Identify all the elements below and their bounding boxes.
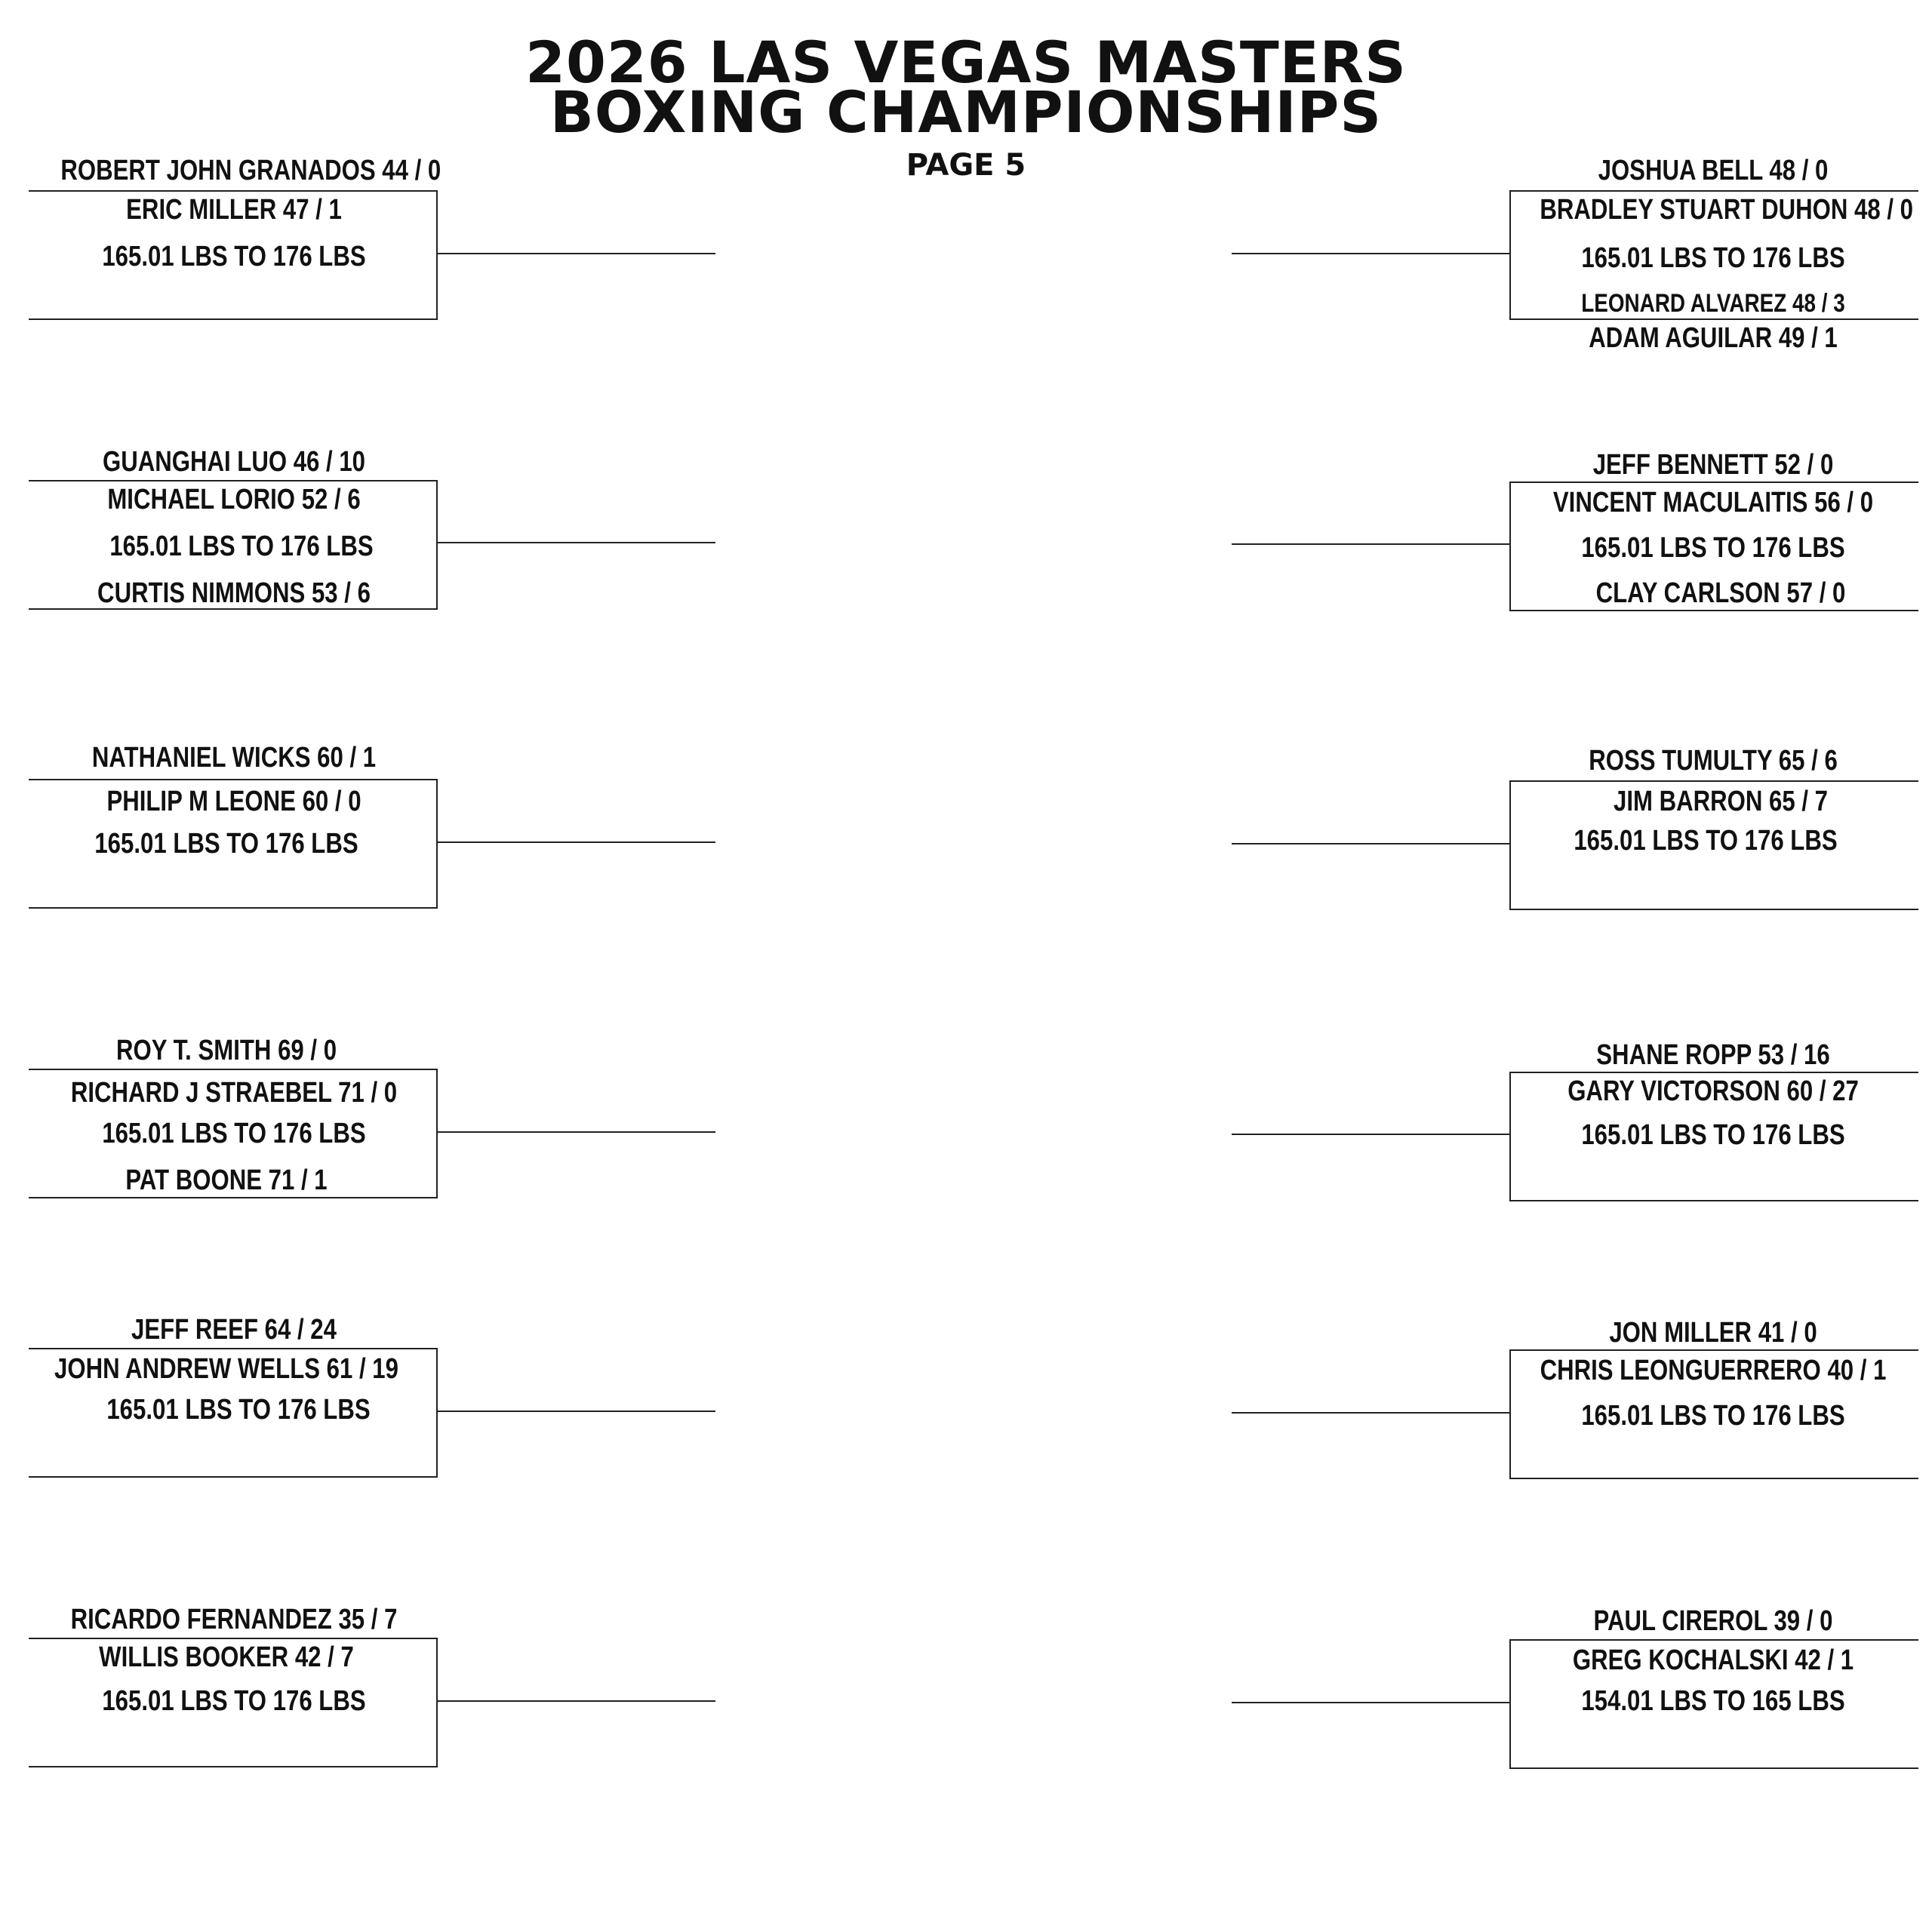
fighter-name: VINCENT MACULAITIS 56 / 0	[1552, 487, 1874, 518]
fighter-name: JON MILLER 41 / 0	[1609, 1317, 1817, 1349]
fighter-name: JIM BARRON 65 / 7	[1614, 786, 1828, 817]
fighter-name: ADAM AGUILAR 49 / 1	[1589, 322, 1838, 354]
weight-class: 165.01 LBS TO 176 LBS	[1581, 1400, 1845, 1432]
fighter-name: CLAY CARLSON 57 / 0	[1595, 577, 1846, 609]
fighter-name: LEONARD ALVAREZ 48 / 3	[1581, 289, 1845, 318]
fighter-name: RICHARD J STRAEBEL 71 / 0	[70, 1077, 398, 1109]
fighter-name: GARY VICTORSON 60 / 27	[1567, 1075, 1859, 1107]
fighter-name: PAT BOONE 71 / 1	[125, 1164, 328, 1196]
bracket-connector-right-4	[1232, 1134, 1509, 1135]
weight-class: 165.01 LBS TO 176 LBS	[1574, 825, 1838, 857]
fighter-name: ROY T. SMITH 69 / 0	[115, 1035, 337, 1066]
weight-class: 165.01 LBS TO 176 LBS	[102, 1118, 366, 1149]
page-title-line-1: 2026 LAS VEGAS MASTERS	[525, 29, 1407, 96]
weight-class: 165.01 LBS TO 176 LBS	[1581, 242, 1845, 274]
bracket-connector-right-5	[1232, 1412, 1509, 1414]
fighter-name: PAUL CIREROL 39 / 0	[1593, 1605, 1833, 1637]
fighter-name: CURTIS NIMMONS 53 / 6	[97, 577, 371, 609]
bracket-connector-left-2	[438, 542, 715, 543]
fighter-name: RICARDO FERNANDEZ 35 / 7	[70, 1604, 398, 1635]
fighter-name: ROBERT JOHN GRANADOS 44 / 0	[60, 155, 441, 186]
fighter-name: GREG KOCHALSKI 42 / 1	[1572, 1644, 1854, 1676]
bracket-connector-left-1	[438, 253, 715, 254]
weight-class: 154.01 LBS TO 165 LBS	[1581, 1685, 1845, 1717]
weight-class: 165.01 LBS TO 176 LBS	[1581, 532, 1845, 564]
fighter-name: PHILIP M LEONE 60 / 0	[106, 786, 361, 817]
bracket-connector-left-6	[438, 1700, 715, 1702]
weight-class: 165.01 LBS TO 176 LBS	[109, 531, 374, 562]
fighter-name: JEFF REEF 64 / 24	[131, 1314, 337, 1346]
fighter-name: ROSS TUMULTY 65 / 6	[1589, 745, 1838, 777]
weight-class: 165.01 LBS TO 176 LBS	[102, 1685, 366, 1717]
bracket-connector-right-6	[1232, 1702, 1509, 1703]
page-number: PAGE 5	[906, 148, 1026, 183]
bracket-connector-left-4	[438, 1131, 715, 1133]
weight-class: 165.01 LBS TO 176 LBS	[102, 241, 366, 272]
bracket-connector-right-1	[1232, 253, 1509, 254]
weight-class: 165.01 LBS TO 176 LBS	[1581, 1119, 1845, 1151]
weight-class: 165.01 LBS TO 176 LBS	[94, 828, 358, 860]
bracket-connector-left-5	[438, 1411, 715, 1412]
fighter-name: SHANE ROPP 53 / 16	[1596, 1039, 1830, 1071]
fighter-name: MICHAEL LORIO 52 / 6	[107, 484, 361, 515]
fighter-name: WILLIS BOOKER 42 / 7	[99, 1641, 354, 1673]
fighter-name: ERIC MILLER 47 / 1	[126, 194, 342, 226]
page-title-line-2: BOXING CHAMPIONSHIPS	[549, 78, 1383, 146]
fighter-name: JEFF BENNETT 52 / 0	[1592, 449, 1834, 481]
fighter-name: GUANGHAI LUO 46 / 10	[102, 446, 366, 478]
bracket-connector-right-2	[1232, 543, 1509, 545]
fighter-name: JOSHUA BELL 48 / 0	[1598, 155, 1829, 186]
fighter-name: BRADLEY STUART DUHON 48 / 0	[1540, 194, 1914, 226]
fighter-name: CHRIS LEONGUERRERO 40 / 1	[1540, 1355, 1887, 1386]
fighter-name: NATHANIEL WICKS 60 / 1	[91, 742, 377, 774]
bracket-connector-right-3	[1232, 843, 1509, 844]
bracket-connector-left-3	[438, 841, 715, 843]
weight-class: 165.01 LBS TO 176 LBS	[106, 1394, 371, 1426]
fighter-name: JOHN ANDREW WELLS 61 / 19	[54, 1353, 398, 1385]
